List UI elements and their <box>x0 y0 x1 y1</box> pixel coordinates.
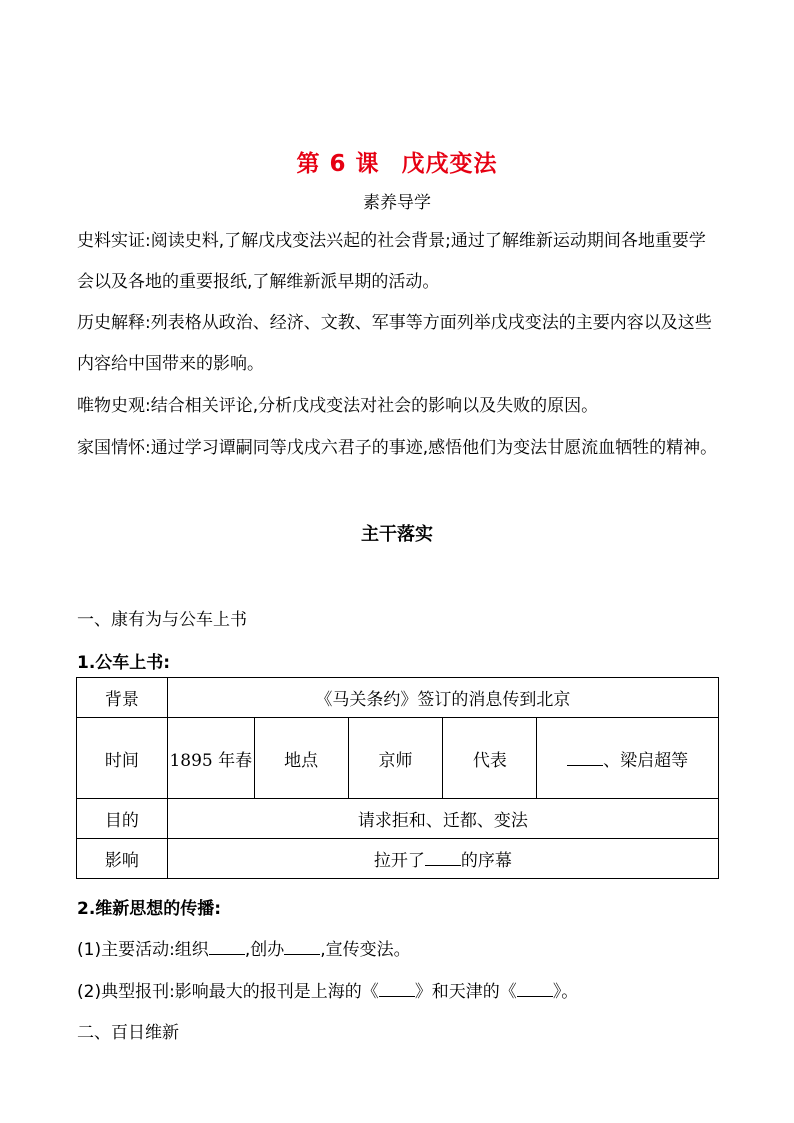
table-row <box>77 678 719 718</box>
activity-line: (1)主要活动:组织 ,创办 ,宣传变法。 <box>77 940 411 960</box>
purpose-value: 请求拒和、迁都、变法 <box>167 799 718 839</box>
gongche-table <box>76 677 719 879</box>
part1-sub2: 2.维新思想的传播: <box>77 899 222 919</box>
fill-blank[interactable] <box>379 981 415 997</box>
rep-value: 、梁启超等 <box>603 750 689 771</box>
fill-blank[interactable] <box>209 939 245 955</box>
fill-blank[interactable] <box>425 850 461 866</box>
impact-after: 的序幕 <box>460 851 512 871</box>
rep-label: 代表 <box>443 718 537 799</box>
fill-blank[interactable] <box>284 939 320 955</box>
fill-blank[interactable] <box>517 981 553 997</box>
table-row <box>77 718 719 799</box>
part1-sub1: 1.公车上书: <box>77 653 171 673</box>
table-row <box>77 839 719 879</box>
section-subtitle: 素养导学 <box>363 193 431 213</box>
lesson-name: 戊戌变法 <box>401 151 498 177</box>
guide-paragraph-2: 历史解释:列表格从政治、经济、文教、军事等方面列举戊戌变法的主要内容以及这些内容给中国带来的影响。 <box>77 313 712 374</box>
purpose-label: 目的 <box>77 799 168 839</box>
guide-paragraph-4: 家国情怀:通过学习谭嗣同等戊戌六君子的事迹,感悟他们为变法甘愿流血牺牲的精神。 <box>77 438 718 458</box>
main-heading: 主干落实 <box>361 524 433 545</box>
fill-blank[interactable] <box>567 750 603 766</box>
part1-title: 一、康有为与公车上书 <box>77 610 247 630</box>
impact-before: 拉开了 <box>373 851 425 871</box>
time-value: 1895 年春 <box>167 718 254 799</box>
background-label: 背景 <box>77 678 168 718</box>
place-label: 地点 <box>254 718 348 799</box>
guide-paragraph-1: 史料实证:阅读史料,了解戊戌变法兴起的社会背景;通过了解维新运动期间各地重要学会以及各地的重要报纸,了解维新派早期的活动。 <box>77 231 706 292</box>
guide-paragraph-3: 唯物史观:结合相关评论,分析戊戌变法对社会的影响以及失败的原因。 <box>77 396 599 416</box>
background-value: 《马关条约》签订的消息传到北京 <box>167 678 718 718</box>
impact-label: 影响 <box>77 839 168 879</box>
table-row <box>77 799 719 839</box>
lesson-number: 第 6 课 <box>296 151 380 177</box>
part2-title: 二、百日维新 <box>77 1023 179 1043</box>
impact-cell <box>167 839 718 879</box>
place-value: 京师 <box>348 718 443 799</box>
newspaper-line: (2)典型报刊:影响最大的报刊是上海的《 》和天津的《 》。 <box>77 982 579 1002</box>
rep-cell <box>537 718 719 799</box>
time-label: 时间 <box>77 718 168 799</box>
lesson-title <box>0 145 794 178</box>
